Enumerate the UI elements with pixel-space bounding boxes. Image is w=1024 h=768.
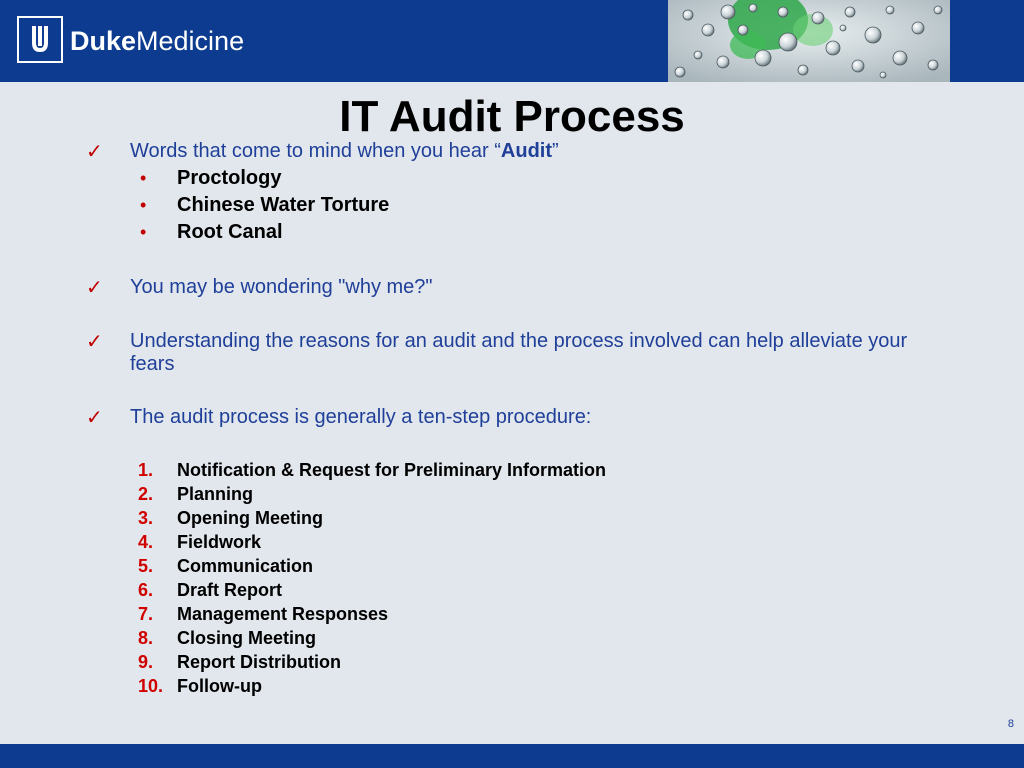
bullet-dot-icon: • <box>140 168 147 188</box>
bullet-text-after: ” <box>552 140 559 162</box>
bullet-emphasis-audit: Audit <box>500 140 553 162</box>
header-bar <box>0 0 1024 82</box>
step-number: 10. <box>138 676 164 696</box>
checkmark-icon: ✓ <box>86 331 103 353</box>
bullet-words-audit <box>130 140 910 163</box>
checkmark-icon: ✓ <box>86 407 103 429</box>
sub-bullet-chinese-water-torture: Chinese Water Torture <box>177 194 390 216</box>
bullet-dot-icon: • <box>140 195 147 215</box>
duke-shield-logo-icon <box>17 16 63 63</box>
step-item: Opening Meeting <box>177 508 323 528</box>
logo-regular-text: Medicine <box>136 26 245 56</box>
step-item: Draft Report <box>177 580 283 600</box>
step-number: 9. <box>138 652 154 672</box>
step-item: Management Responses <box>177 604 389 624</box>
checkmark-icon: ✓ <box>86 277 103 299</box>
bullet-dot-icon: • <box>140 222 147 242</box>
slide-title: IT Audit Process <box>339 92 685 141</box>
step-number: 7. <box>138 604 154 624</box>
step-number: 4. <box>138 532 154 552</box>
step-number: 3. <box>138 508 154 528</box>
checkmark-icon: ✓ <box>86 141 103 163</box>
step-item: Communication <box>177 556 314 576</box>
step-number: 8. <box>138 628 154 648</box>
sub-bullet-root-canal: Root Canal <box>177 221 283 243</box>
bullet-why-me: You may be wondering "why me?" <box>130 276 433 298</box>
page-number: 8 <box>1007 718 1014 730</box>
step-item: Follow-up <box>177 676 262 696</box>
step-item: Notification & Request for Preliminary Information <box>177 460 607 480</box>
step-number: 6. <box>138 580 154 600</box>
bullet-ten-step-procedure: The audit process is generally a ten-step procedure: <box>130 406 592 428</box>
step-item: Fieldwork <box>177 532 262 552</box>
step-number: 2. <box>138 484 154 504</box>
water-droplets-photo <box>668 0 950 82</box>
footer-bar <box>0 744 1024 768</box>
step-item: Planning <box>177 484 253 504</box>
step-number: 5. <box>138 556 154 576</box>
step-item: Report Distribution <box>177 652 341 672</box>
bullet-text-before: Words that come to mind when you hear “ <box>130 140 501 162</box>
sub-bullet-proctology: Proctology <box>177 167 282 189</box>
duke-medicine-wordmark <box>70 26 244 56</box>
bullet-understanding-reasons: Understanding the reasons for an audit and the process involved can help alleviate your fears <box>130 330 908 375</box>
step-number: 1. <box>138 460 154 480</box>
step-item: Closing Meeting <box>177 628 316 648</box>
logo-bold-text: Duke <box>70 26 137 56</box>
